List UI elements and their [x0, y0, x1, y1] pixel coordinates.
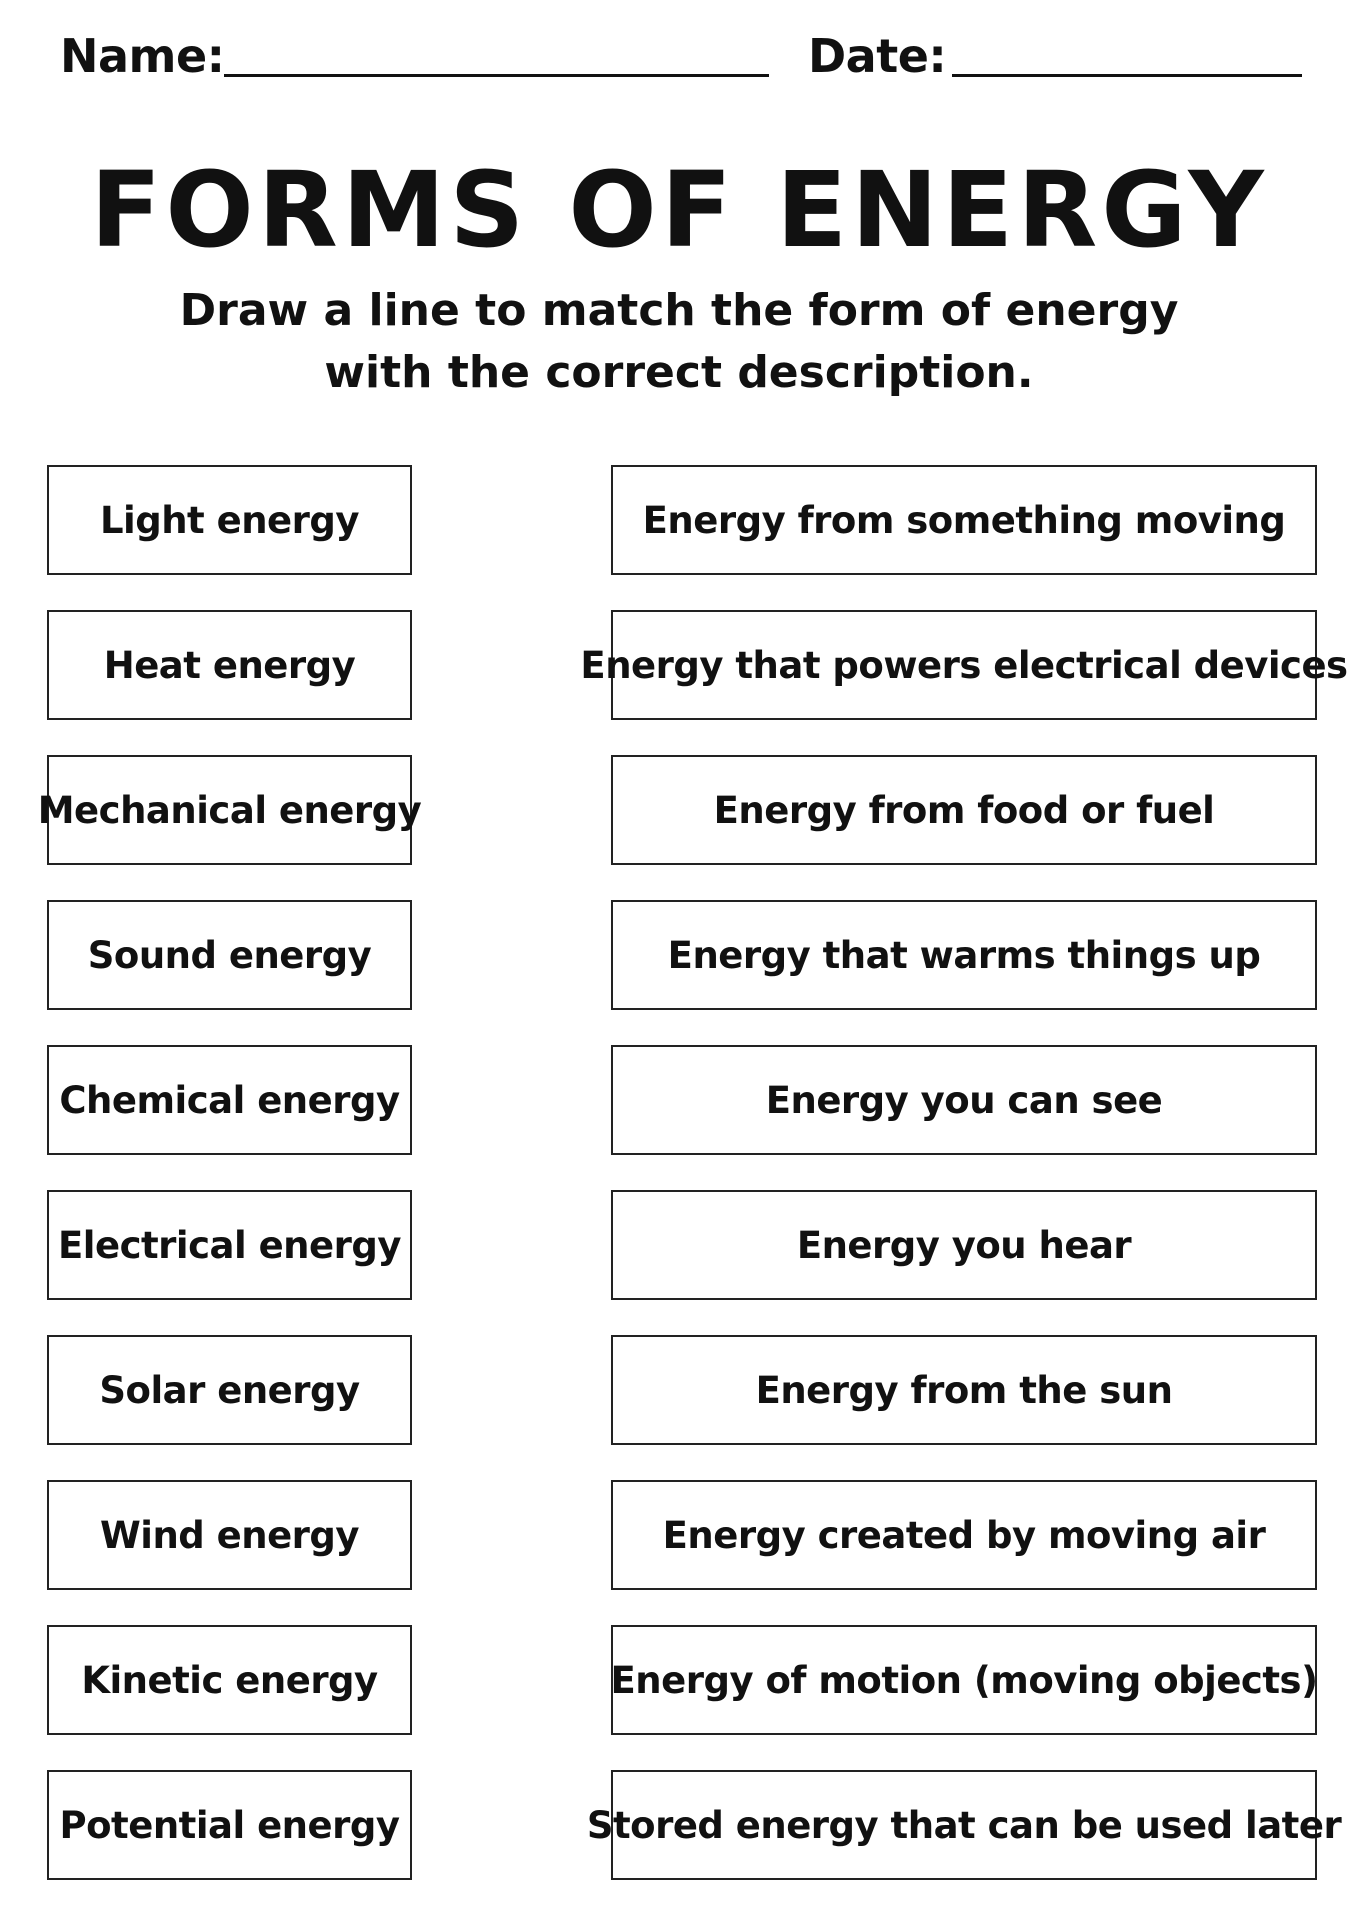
date-blank-line[interactable] — [952, 74, 1302, 77]
term-box-light[interactable]: Light energy — [47, 465, 412, 575]
term-box-mechanical[interactable]: Mechanical energy — [47, 755, 412, 865]
date-label: Date: — [808, 29, 947, 83]
description-box-2[interactable]: Energy that powers electrical devices — [611, 610, 1317, 720]
description-box-4[interactable]: Energy that warms things up — [611, 900, 1317, 1010]
instructions-line-2: with the correct description. — [324, 347, 1034, 398]
term-box-electrical[interactable]: Electrical energy — [47, 1190, 412, 1300]
term-box-wind[interactable]: Wind energy — [47, 1480, 412, 1590]
description-box-1[interactable]: Energy from something moving — [611, 465, 1317, 575]
description-box-5[interactable]: Energy you can see — [611, 1045, 1317, 1155]
instructions-line-1: Draw a line to match the form of energy — [179, 285, 1179, 336]
term-box-sound[interactable]: Sound energy — [47, 900, 412, 1010]
page-title: FORMS OF ENERGY — [90, 149, 1268, 271]
instructions — [179, 280, 1179, 404]
description-box-10[interactable]: Stored energy that can be used later — [611, 1770, 1317, 1880]
term-box-heat[interactable]: Heat energy — [47, 610, 412, 720]
name-label: Name: — [60, 29, 225, 83]
term-box-chemical[interactable]: Chemical energy — [47, 1045, 412, 1155]
term-box-solar[interactable]: Solar energy — [47, 1335, 412, 1445]
term-box-kinetic[interactable]: Kinetic energy — [47, 1625, 412, 1735]
name-blank-line[interactable] — [224, 74, 769, 77]
term-box-potential[interactable]: Potential energy — [47, 1770, 412, 1880]
description-box-8[interactable]: Energy created by moving air — [611, 1480, 1317, 1590]
description-box-9[interactable]: Energy of motion (moving objects) — [611, 1625, 1317, 1735]
description-box-7[interactable]: Energy from the sun — [611, 1335, 1317, 1445]
header-row — [0, 26, 1358, 96]
description-box-6[interactable]: Energy you hear — [611, 1190, 1317, 1300]
description-box-3[interactable]: Energy from food or fuel — [611, 755, 1317, 865]
